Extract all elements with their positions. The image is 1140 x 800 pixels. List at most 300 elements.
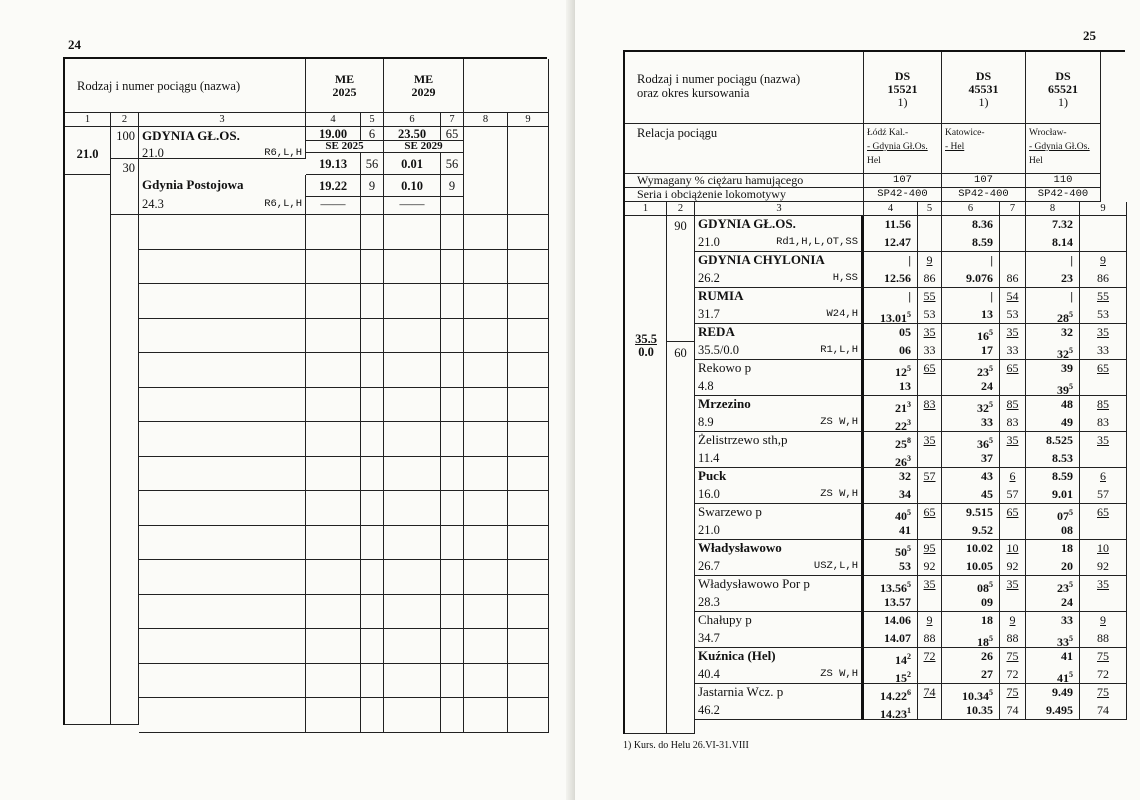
- empty-cell: [441, 664, 464, 699]
- station-cell: [695, 684, 864, 720]
- empty-cell: [306, 422, 361, 457]
- dwell-value: 10: [1000, 540, 1026, 558]
- dwell-value: 75: [1080, 648, 1127, 666]
- dwell-value: [918, 414, 942, 432]
- departure-time: 0.01: [384, 153, 441, 175]
- station-name: Kuźnica (Hel): [698, 648, 776, 663]
- empty-cell: [464, 595, 508, 630]
- arrival-time: 10.34$^5$: [942, 684, 1000, 702]
- empty-cell: [384, 457, 441, 492]
- departure-time: $18^5$: [942, 630, 1000, 648]
- dwell-value: 33: [1000, 342, 1026, 360]
- loco-label: Seria i obciążenie lokomotywy: [625, 188, 864, 202]
- header-label: [625, 52, 864, 124]
- departure-time: 14.23$^1$: [864, 702, 918, 720]
- empty-cell: [508, 457, 549, 492]
- arrival-time: 39: [1026, 360, 1080, 378]
- empty-cell: [441, 526, 464, 561]
- departure-time: 53: [864, 558, 918, 576]
- dwell-value: [1000, 450, 1026, 468]
- relation-via: - Hel: [945, 141, 965, 152]
- departure-time: 10.35: [942, 702, 1000, 720]
- arrival-time: 8.525: [1026, 432, 1080, 450]
- empty-cell: [508, 491, 549, 526]
- station-name: REDA: [698, 324, 735, 339]
- station-cell: [695, 288, 864, 324]
- empty-cell: [464, 457, 508, 492]
- departure-time: 8.53: [1026, 450, 1080, 468]
- column-number: 1: [65, 113, 111, 127]
- train-note: 1): [897, 95, 908, 110]
- station-name: Gdynia Postojowa: [142, 177, 244, 192]
- empty-cell: [306, 560, 361, 595]
- arrival-time: $36^5$: [942, 432, 1000, 450]
- departure-time: 09: [942, 594, 1000, 612]
- station-cell: [695, 612, 864, 648]
- empty-cell: [384, 250, 441, 285]
- departure-time: 19.13: [306, 153, 361, 175]
- arrival-time: 23.50: [384, 127, 441, 141]
- empty-cell: [361, 250, 384, 285]
- loco-value: SP42-400: [864, 188, 942, 202]
- arrival-time: 18: [942, 612, 1000, 630]
- departure-time: 33: [942, 414, 1000, 432]
- column-number: 7: [441, 113, 464, 127]
- train-type: ME: [413, 72, 434, 86]
- column-number: 3: [695, 202, 864, 216]
- station-codes: Rd1,H,L,OT,SS: [776, 236, 858, 248]
- dwell-value: 33: [918, 342, 942, 360]
- arrival-time: $08^5$: [942, 576, 1000, 594]
- departure-time: $41^5$: [1026, 666, 1080, 684]
- empty-row: [139, 319, 306, 354]
- relation-via: - Gdynia Gł.Os.: [867, 141, 928, 152]
- dwell-value: 9: [441, 175, 464, 197]
- arrival-time: $40^5$: [864, 504, 918, 522]
- train-type: DS: [1055, 69, 1071, 83]
- column-number: 5: [361, 113, 384, 127]
- empty-header: [464, 59, 549, 113]
- dwell-value: 65: [918, 360, 942, 378]
- arrival-time: 0.10: [384, 175, 441, 197]
- station-name: Rekowo p: [698, 360, 752, 375]
- departure-time: 06: [864, 342, 918, 360]
- empty-row: [139, 698, 306, 733]
- relation-from: Łódź Kal.-: [867, 128, 909, 138]
- empty-cell: [508, 526, 549, 561]
- empty-cell: [441, 388, 464, 423]
- column-number: 5: [918, 202, 942, 216]
- empty-cell: [384, 284, 441, 319]
- dwell-value: 9: [361, 175, 384, 197]
- departure-time: $39^5$: [1026, 378, 1080, 396]
- empty-cell: [65, 175, 111, 725]
- arrival-time: 11.56: [864, 216, 918, 234]
- empty-row: [139, 457, 306, 492]
- dwell-value: [1000, 522, 1026, 540]
- km-b: 0.0: [638, 345, 654, 359]
- departure-time: 13.01$^5$: [864, 306, 918, 324]
- empty-cell: [508, 284, 549, 319]
- brake-value: 110: [1026, 174, 1101, 188]
- arrival-time: 43: [942, 468, 1000, 486]
- train-number: 2029: [411, 85, 436, 100]
- arrival-time: |: [942, 288, 1000, 306]
- station-codes: R6,L,H: [264, 198, 302, 210]
- station-codes: R6,L,H: [264, 147, 302, 159]
- dwell-value: 9: [1080, 612, 1127, 630]
- arrival-time: 14.22$^6$: [864, 684, 918, 702]
- empty-cell: [441, 698, 464, 733]
- dwell-value: [1080, 234, 1127, 252]
- empty-cell: [384, 629, 441, 664]
- station-name: Puck: [698, 468, 727, 483]
- departure-time: 9.495: [1026, 702, 1080, 720]
- empty-cell: [361, 560, 384, 595]
- station-codes: W24,H: [826, 308, 858, 320]
- empty-cell: [508, 560, 549, 595]
- arrival-time: $16^5$: [942, 324, 1000, 342]
- arrival-time: |: [1026, 288, 1080, 306]
- empty-cell: [464, 698, 508, 733]
- column-number: 8: [464, 113, 508, 127]
- empty-cell: [384, 491, 441, 526]
- relation-to: Hel: [867, 155, 881, 166]
- arrival-time: 7.32: [1026, 216, 1080, 234]
- departure-time: 24: [942, 378, 1000, 396]
- empty-cell: [508, 629, 549, 664]
- empty-row: [139, 526, 306, 561]
- dwell-value: 85: [1080, 396, 1127, 414]
- train-type: ME: [334, 72, 355, 86]
- departure-time: 8.59: [942, 234, 1000, 252]
- dwell-value: 85: [1000, 396, 1026, 414]
- station-km: 4.8: [698, 379, 714, 393]
- departure-time: 13: [942, 306, 1000, 324]
- station-km: 16.0: [698, 487, 720, 501]
- dwell-value: 53: [1080, 306, 1127, 324]
- column-number: 1: [625, 202, 667, 216]
- departure-time: 17: [942, 342, 1000, 360]
- dwell-value: 86: [1080, 270, 1127, 288]
- departure-time: $22^3$: [864, 414, 918, 432]
- dwell-value: 35: [1000, 324, 1026, 342]
- dwell-value: 35: [918, 576, 942, 594]
- train-type: DS: [975, 69, 992, 83]
- station-km: 40.4: [698, 667, 720, 681]
- station-km: 46.2: [698, 703, 720, 717]
- station-name: GDYNIA CHYLONIA: [698, 252, 825, 267]
- departure-time: $26^3$: [864, 450, 918, 468]
- empty-cell: [464, 629, 508, 664]
- dwell-value: 35: [1000, 576, 1026, 594]
- max-speed: 90: [667, 216, 695, 342]
- station-cell: [139, 175, 306, 215]
- dwell-value: 74: [1000, 702, 1026, 720]
- empty-cell: [306, 215, 361, 250]
- arrival-time: 14.06: [864, 612, 918, 630]
- footnote: 1) Kurs. do Helu 26.VI-31.VIII: [623, 740, 749, 751]
- empty-row: [139, 491, 306, 526]
- dwell-value: 65: [441, 127, 464, 141]
- empty-cell: [306, 698, 361, 733]
- dwell-value: 35: [918, 432, 942, 450]
- empty-cell: [508, 215, 549, 250]
- empty-cell: [464, 526, 508, 561]
- station-km: 24.3: [142, 197, 164, 211]
- dwell-value: 72: [918, 648, 942, 666]
- station-name: Chałupy p: [698, 612, 752, 627]
- station-km: 26.7: [698, 559, 720, 573]
- timetable-right: [623, 50, 1125, 734]
- relation-from: Katowice-: [945, 128, 985, 138]
- relation-from: Wrocław-: [1029, 128, 1067, 138]
- empty-cell: [361, 353, 384, 388]
- dwell-value: 74: [918, 684, 942, 702]
- station-km: 26.2: [698, 271, 720, 285]
- empty-row: [139, 353, 306, 388]
- dwell-value: 65: [1080, 360, 1127, 378]
- relation-via: - Gdynia Gł.Os.: [1029, 141, 1090, 152]
- station-cell: [695, 252, 864, 288]
- arrival-time: 41: [1026, 648, 1080, 666]
- column-number: 2: [111, 113, 139, 127]
- empty-cell: [464, 491, 508, 526]
- dwell-value: [361, 197, 384, 215]
- dwell-value: 83: [918, 396, 942, 414]
- empty-cell: [441, 284, 464, 319]
- max-speed: 30: [111, 159, 139, 215]
- station-name: RUMIA: [698, 288, 744, 303]
- dwell-value: 53: [1000, 306, 1026, 324]
- station-name: Jastarnia Wcz. p: [698, 684, 784, 699]
- station-km: 28.3: [698, 595, 720, 609]
- dwell-value: 86: [918, 270, 942, 288]
- station-cell: [695, 576, 864, 612]
- train-note: 1): [1058, 95, 1068, 110]
- departure-time: 24: [1026, 594, 1080, 612]
- departure-time: 14.07: [864, 630, 918, 648]
- arrival-time: 8.59: [1026, 468, 1080, 486]
- departure-time: $28^5$: [1026, 306, 1080, 324]
- dwell-value: 83: [1000, 414, 1026, 432]
- empty-row: [139, 629, 306, 664]
- relation-to: Hel: [1029, 155, 1043, 166]
- dwell-value: [918, 666, 942, 684]
- station-name: Władysławowo Por p: [698, 576, 810, 591]
- header-line: Rodzaj i numer pociągu (nazwa): [637, 72, 801, 86]
- dwell-value: [1000, 234, 1026, 252]
- dwell-value: 88: [1080, 630, 1127, 648]
- departure-time: 9.01: [1026, 486, 1080, 504]
- empty-cell: [384, 353, 441, 388]
- column-number: 4: [864, 202, 918, 216]
- header-label: Rodzaj i numer pociągu (nazwa): [65, 59, 306, 113]
- km-value: 21.0: [65, 127, 111, 175]
- departure-time: $15^2$: [864, 666, 918, 684]
- empty-cell: [508, 250, 549, 285]
- empty-cell: [441, 491, 464, 526]
- departure-time: $33^5$: [1026, 630, 1080, 648]
- max-speed: 60: [667, 342, 695, 734]
- dwell-value: 83: [1080, 414, 1127, 432]
- empty-cell: [384, 698, 441, 733]
- empty-cell: [384, 319, 441, 354]
- column-number: 3: [139, 113, 306, 127]
- train-note: 1): [978, 95, 989, 110]
- empty-cell: [441, 457, 464, 492]
- dwell-value: 57: [1000, 486, 1026, 504]
- dwell-value: 54: [1000, 288, 1026, 306]
- empty-row: [139, 388, 306, 423]
- empty-cell: [441, 560, 464, 595]
- page-number-right: 25: [1083, 28, 1096, 43]
- dwell-value: 65: [1000, 360, 1026, 378]
- station-name: Żelistrzewo sth,p: [698, 432, 788, 447]
- departure-time: 13: [864, 378, 918, 396]
- arrival-time: 10.02: [942, 540, 1000, 558]
- empty-cell: [361, 698, 384, 733]
- column-number: 7: [1000, 202, 1026, 216]
- departure-time: 27: [942, 666, 1000, 684]
- train-header-2: [384, 59, 464, 113]
- empty-cell: [306, 457, 361, 492]
- empty-cell: [464, 353, 508, 388]
- dwell-value: [1000, 252, 1026, 270]
- arrival-time: 26: [942, 648, 1000, 666]
- timetable-left: [63, 57, 547, 725]
- empty-cell: [508, 422, 549, 457]
- empty-cell: [441, 250, 464, 285]
- empty-cell: [508, 698, 549, 733]
- empty-cell: [464, 284, 508, 319]
- empty-cell: [508, 353, 549, 388]
- dwell-value: 10: [1080, 540, 1127, 558]
- train-number: 45531: [968, 82, 999, 97]
- empty-cell: [384, 526, 441, 561]
- loco-value: SP42-400: [1026, 188, 1101, 202]
- departure-time: 10.05: [942, 558, 1000, 576]
- dwell-value: [1080, 216, 1127, 234]
- arrival-time: |: [942, 252, 1000, 270]
- station-cell: [695, 468, 864, 504]
- dwell-value: 95: [918, 540, 942, 558]
- empty-cell: [361, 319, 384, 354]
- station-km: 34.7: [698, 631, 720, 645]
- brake-value: 107: [864, 174, 942, 188]
- departure-time: 20: [1026, 558, 1080, 576]
- empty-cell: [384, 422, 441, 457]
- station-cell: [695, 648, 864, 684]
- departure-time: 49: [1026, 414, 1080, 432]
- station-cell: [139, 127, 306, 159]
- empty-cell: [361, 664, 384, 699]
- station-name: GDYNIA GŁ.OS.: [142, 128, 240, 143]
- arrival-time: $12^5$: [864, 360, 918, 378]
- empty-cell: [111, 215, 139, 725]
- station-cell: [695, 504, 864, 540]
- arrival-time: 19.00: [306, 127, 361, 141]
- empty-cell: [464, 127, 508, 215]
- departure-time: 23: [1026, 270, 1080, 288]
- dwell-value: [1000, 378, 1026, 396]
- dwell-value: 35: [1000, 432, 1026, 450]
- empty-cell: [441, 595, 464, 630]
- arrival-time: $14^2$: [864, 648, 918, 666]
- arrival-time: $32^5$: [942, 396, 1000, 414]
- empty-row: [139, 284, 306, 319]
- dwell-value: 35: [918, 324, 942, 342]
- empty-row: [139, 215, 306, 250]
- relation-label: Relacja pociągu: [625, 124, 864, 174]
- page-number-left: 24: [68, 37, 81, 52]
- train-number: 2025: [332, 85, 357, 100]
- departure-time: 9.076: [942, 270, 1000, 288]
- km-a: 35.5: [635, 332, 657, 346]
- station-km: 21.0: [698, 523, 720, 537]
- arrival-time: 9.49: [1026, 684, 1080, 702]
- departure-time: $32^5$: [1026, 342, 1080, 360]
- dwell-value: [918, 702, 942, 720]
- dwell-value: 65: [1000, 504, 1026, 522]
- departure-time: ——: [384, 197, 441, 215]
- empty-cell: [464, 664, 508, 699]
- station-codes: R1,L,H: [820, 344, 858, 356]
- departure-time: 12.47: [864, 234, 918, 252]
- dwell-value: 9: [1080, 252, 1127, 270]
- column-number: 6: [942, 202, 1000, 216]
- arrival-time: 13.56$^5$: [864, 576, 918, 594]
- station-cell: [695, 540, 864, 576]
- arrival-time: 18: [1026, 540, 1080, 558]
- brake-label: Wymagany % ciężaru hamującego: [625, 174, 864, 188]
- empty-cell: [306, 526, 361, 561]
- arrival-time: $21^3$: [864, 396, 918, 414]
- dwell-value: [1080, 378, 1127, 396]
- departure-time: 8.14: [1026, 234, 1080, 252]
- dwell-value: 35: [1080, 324, 1127, 342]
- departure-time: 45: [942, 486, 1000, 504]
- dwell-value: [918, 486, 942, 504]
- empty-cell: [441, 422, 464, 457]
- empty-cell: [361, 457, 384, 492]
- dwell-value: 92: [1000, 558, 1026, 576]
- arrival-time: 19.22: [306, 175, 361, 197]
- empty-cell: [508, 664, 549, 699]
- empty-cell: [306, 284, 361, 319]
- empty-row: [139, 422, 306, 457]
- arrival-time: 05: [864, 324, 918, 342]
- train-header-1: [306, 59, 384, 113]
- train-number: 65521: [1048, 82, 1078, 97]
- dwell-value: 65: [1080, 504, 1127, 522]
- station-name: Mrzezino: [698, 396, 751, 411]
- dwell-value: [1080, 594, 1127, 612]
- arrival-time: |: [864, 252, 918, 270]
- column-number: 2: [667, 202, 695, 216]
- dwell-value: 88: [918, 630, 942, 648]
- relation-cell: [864, 124, 942, 174]
- departure-time: ——: [306, 197, 361, 215]
- arrival-time: $23^5$: [942, 360, 1000, 378]
- empty-cell: [384, 560, 441, 595]
- dwell-value: 55: [1080, 288, 1127, 306]
- empty-cell: [384, 664, 441, 699]
- train-type: DS: [894, 69, 911, 83]
- dwell-value: [441, 197, 464, 215]
- empty-cell: [384, 595, 441, 630]
- empty-row: [139, 664, 306, 699]
